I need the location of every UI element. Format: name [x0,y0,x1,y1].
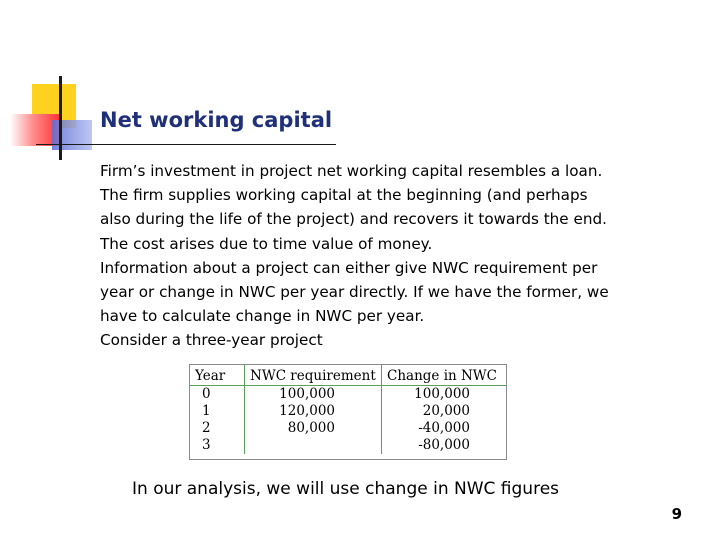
body-line: year or change in NWC per year directly. If we have the former, we [100,283,609,302]
title-underline [36,144,336,145]
body-line: Information about a project can either give NWC requirement per [100,258,598,277]
cell-year: 1 [190,403,245,420]
page-number: 9 [671,505,682,523]
cell-nwc-requirement: 80,000 [245,420,382,437]
slide-body [100,159,660,353]
cell-change-in-nwc: -80,000 [418,437,470,453]
body-line: The cost arises due to time value of money. [100,234,433,253]
cell-year: 0 [190,386,245,404]
table-row [190,437,506,454]
slide-title: Net working capital [100,108,333,132]
footer-note: In our analysis, we will use change in NWC figures [132,479,560,499]
cell-nwc-requirement [245,437,382,454]
cell-nwc-requirement: 120,000 [245,403,382,420]
header-nwc-requirement: NWC requirement [245,365,382,386]
table-row [190,386,506,404]
header-year: Year [190,365,245,386]
header-change-in-nwc: Change in NWC [382,365,507,386]
cell-change-in-nwc: -40,000 [418,420,470,436]
body-line: have to calculate change in NWC per year. [100,307,425,326]
table-header-row [190,365,506,386]
body-line: also during the life of the project) and recovers it towards the end. [100,210,607,229]
cell-year: 2 [190,420,245,437]
cell-year: 3 [190,437,245,454]
cell-change-in-nwc: 20,000 [422,403,470,419]
body-line: Consider a three-year project [100,331,323,350]
decor-vertical-line [59,76,62,160]
table-row [190,420,506,437]
body-line: The firm supplies working capital at the beginning (and perhaps [100,186,588,205]
cell-change-in-nwc: 100,000 [414,386,470,402]
table-row [190,403,506,420]
decor-blue-square [52,120,92,150]
body-line: Firm’s investment in project net working capital resembles a loan. [100,162,603,180]
cell-nwc-requirement: 100,000 [245,386,382,404]
nwc-table [189,364,507,460]
